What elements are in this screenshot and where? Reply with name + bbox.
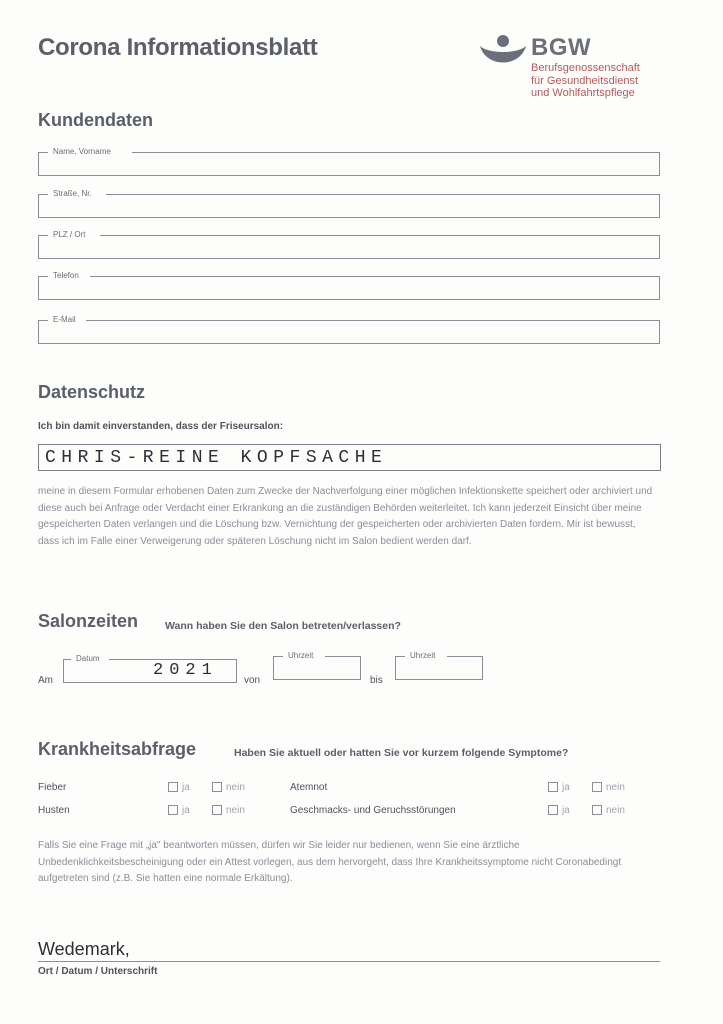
salon-name-value: CHRIS-REINE KOPFSACHE [45, 448, 388, 468]
date-field[interactable] [63, 653, 237, 685]
salon-name-field[interactable] [38, 444, 661, 471]
field-topline [395, 656, 405, 657]
field-label: Telefon [50, 270, 82, 281]
date-value: 2021 [153, 661, 218, 680]
logo-subtitle [531, 62, 640, 100]
field-label: PLZ / Ort [50, 229, 88, 240]
field-box[interactable] [38, 194, 660, 218]
field-topline [86, 320, 660, 321]
field-box[interactable] [38, 276, 660, 300]
am-label: Am [38, 675, 53, 686]
field-label: Straße, Nr. [50, 188, 95, 199]
field-box[interactable] [38, 320, 660, 344]
field-topline [38, 194, 48, 195]
bgw-logo-icon [478, 34, 528, 70]
privacy-paragraph: meine in diesem Formular erhobenen Daten zum Zwecke der Nachverfolgung einer möglichen Infektionskette speichert oder archiviert und diese auch bei Anfrage oder Verdacht einer Erkrankung an die zuständigen Behörden weiterleitet. Ich kann jederzeit Einsicht über meine gespeicherten Daten verlangen und die Löschung bzw. Vernichtung der gespeicherten oder archivierten Daten fordern. Mir ist bewusst, dass ich im Falle einer Verweigerung oder späteren Löschung nicht im Salon bedient werden darf. [38, 486, 653, 547]
signature-value: Wedemark, [38, 939, 130, 959]
section-heading-salonzeiten: Salonzeiten [38, 611, 139, 631]
street-field[interactable] [38, 188, 660, 218]
field-box[interactable] [38, 235, 660, 259]
email-field[interactable] [38, 314, 660, 344]
no-label: nein [606, 782, 625, 793]
husten-no-checkbox[interactable] [212, 805, 222, 815]
field-label: E-Mail [50, 314, 79, 325]
signature-label: Ort / Datum / Unterschrift [38, 966, 158, 977]
bgw-logo [478, 28, 678, 108]
field-topline [63, 659, 71, 660]
symptom-label-husten: Husten [38, 805, 70, 816]
no-label: nein [226, 782, 245, 793]
salonzeiten-question: Wann haben Sie den Salon betreten/verlassen? [165, 620, 401, 632]
logo-name: BGW [531, 34, 592, 61]
bis-label: bis [370, 675, 383, 686]
logo-subtitle-line: und Wohlfahrtspflege [531, 87, 635, 99]
krankheitsabfrage-question: Haben Sie aktuell oder hatten Sie vor kurzem folgende Symptome? [234, 747, 569, 759]
symptom-label-atemnot: Atemnot [290, 782, 328, 793]
logo-subtitle-line: für Gesundheitsdienst [531, 74, 639, 87]
atemnot-yes-checkbox[interactable] [548, 782, 558, 792]
symptom-label-geschmack: Geschmacks- und Geruchsstörungen [290, 805, 456, 816]
no-label: nein [226, 805, 245, 816]
field-topline [106, 194, 660, 195]
section-heading-kundendaten: Kundendaten [38, 110, 153, 130]
field-topline [100, 235, 660, 236]
field-box[interactable] [38, 152, 660, 176]
zip-city-field[interactable] [38, 229, 660, 259]
field-topline [109, 659, 237, 660]
time-to-field[interactable] [395, 650, 483, 682]
yes-label: ja [182, 805, 190, 816]
geschmack-yes-checkbox[interactable] [548, 805, 558, 815]
symptom-label-fieber: Fieber [38, 782, 67, 793]
signature-line[interactable] [38, 961, 660, 962]
section-heading-krankheitsabfrage: Krankheitsabfrage [38, 739, 197, 759]
section-heading-datenschutz: Datenschutz [38, 382, 146, 402]
field-topline [38, 320, 48, 321]
field-topline [38, 276, 48, 277]
time-from-field[interactable] [273, 650, 361, 682]
field-topline [273, 656, 283, 657]
field-box[interactable] [273, 656, 361, 680]
field-topline [38, 152, 48, 153]
field-label: Name, Vorname [50, 146, 114, 157]
field-topline [325, 656, 361, 657]
page-title: Corona Informationsblatt [38, 34, 318, 61]
field-box[interactable] [395, 656, 483, 680]
husten-yes-checkbox[interactable] [168, 805, 178, 815]
field-topline [38, 235, 48, 236]
yes-label: ja [562, 805, 570, 816]
name-field[interactable] [38, 146, 660, 176]
field-topline [447, 656, 483, 657]
fieber-yes-checkbox[interactable] [168, 782, 178, 792]
field-topline [132, 152, 660, 153]
yes-label: ja [182, 782, 190, 793]
logo-subtitle-line: Berufsgenossenschaft [531, 62, 640, 74]
field-label: Uhrzeit [288, 651, 314, 660]
atemnot-no-checkbox[interactable] [592, 782, 602, 792]
yes-label: ja [562, 782, 570, 793]
consent-label: Ich bin damit einverstanden, dass der Friseursalon: [38, 421, 284, 432]
geschmack-no-checkbox[interactable] [592, 805, 602, 815]
symptom-paragraph: Falls Sie eine Frage mit „ja" beantworten müssen, dürfen wir Sie leider nur bedienen, wenn Sie eine ärztliche Unbedenklichkeitsbescheinigung oder ein Attest vorlegen, aus dem hervorgeht, dass Ihre Krankheitssymptome nicht Coronabedingt aufgetreten sind (z.B. Sie hatten eine normale Erkältung). [38, 840, 622, 884]
field-label: Uhrzeit [410, 651, 436, 660]
von-label: von [244, 675, 261, 686]
phone-field[interactable] [38, 270, 660, 300]
fieber-no-checkbox[interactable] [212, 782, 222, 792]
field-topline [90, 276, 660, 277]
no-label: nein [606, 805, 625, 816]
field-label: Datum [76, 654, 100, 663]
